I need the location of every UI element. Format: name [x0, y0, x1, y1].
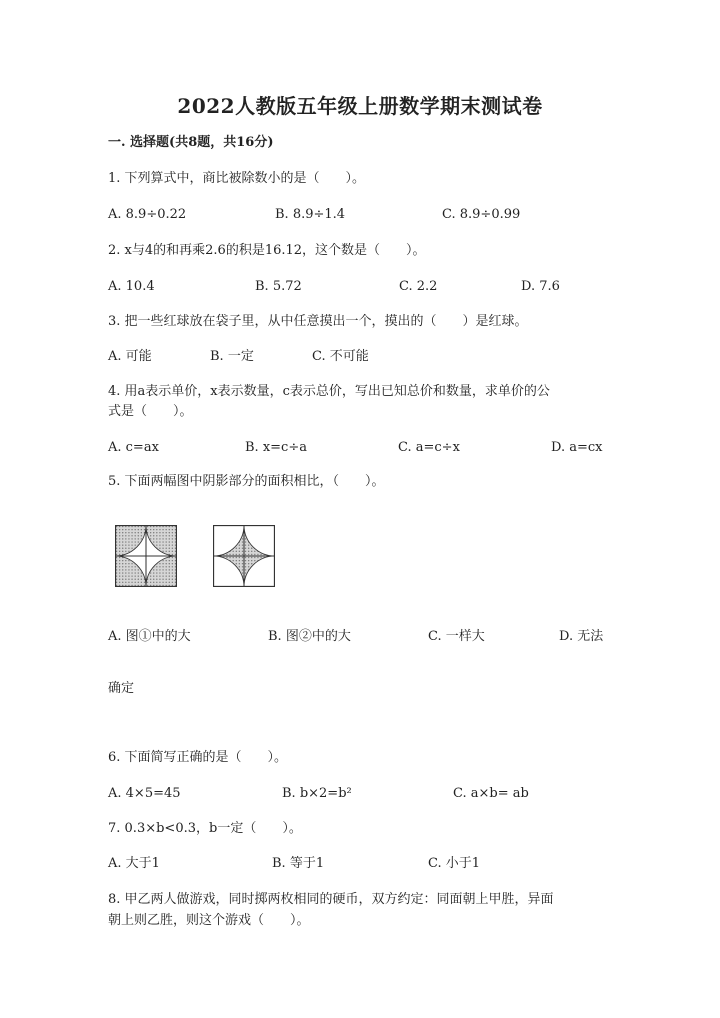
question-3-stem: 3. 把一些红球放在袋子里，从中任意摸出一个，摸出的（ ）是红球。: [108, 314, 528, 329]
question-2-option-c: C. 2.2: [399, 279, 438, 294]
question-1-stem: 1. 下列算式中，商比被除数小的是（ ）。: [108, 171, 366, 186]
question-2-option-b: B. 5.72: [255, 279, 302, 294]
question-2-stem: 2. x与4的和再乘2.6的积是16.12，这个数是（ ）。: [108, 243, 426, 258]
question-5-stem: 5. 下面两幅图中阴影部分的面积相比，（ ）。: [108, 474, 385, 489]
question-5-option-b: B. 图②中的大: [268, 629, 351, 644]
question-3-option-b: B. 一定: [210, 349, 254, 364]
question-7-stem: 7. 0.3×b<0.3，b一定（ ）。: [108, 821, 302, 836]
question-1-option-c: C. 8.9÷0.99: [442, 207, 521, 222]
question-7-option-b: B. 等于1: [272, 856, 325, 871]
question-6-stem: 6. 下面简写正确的是（ ）。: [108, 750, 288, 765]
question-4-option-a: A. c=ax: [108, 440, 159, 455]
question-5-option-d: D. 无法: [559, 629, 604, 644]
question-4-stem-line1: 4. 用a表示单价，x表示数量，c表示总价，写出已知总价和数量，求单价的公: [108, 384, 550, 399]
question-2-option-a: A. 10.4: [108, 279, 155, 294]
question-7-option-a: A. 大于1: [108, 856, 160, 871]
question-3-option-c: C. 不可能: [312, 349, 369, 364]
section-heading: 一. 选择题(共8题，共16分): [108, 135, 274, 150]
figure-2-star: [213, 525, 275, 587]
question-8-stem-line2: 朝上则乙胜，则这个游戏（ ）。: [108, 913, 310, 928]
question-4-option-d: D. a=cx: [551, 440, 603, 455]
question-6-option-c: C. a×b= ab: [453, 786, 529, 801]
question-6-option-b: B. b×2=b²: [282, 786, 352, 801]
question-7-option-c: C. 小于1: [428, 856, 481, 871]
question-4-option-c: C. a=c÷x: [398, 440, 460, 455]
question-5-option-d-continuation: 确定: [108, 681, 135, 696]
question-8-stem-line1: 8. 甲乙两人做游戏，同时掷两枚相同的硬币，双方约定：同面朝上甲胜，异面: [108, 892, 554, 907]
page-title: 2022人教版五年级上册数学期末测试卷: [177, 94, 543, 118]
question-5-option-c: C. 一样大: [428, 629, 485, 644]
question-1-option-b: B. 8.9÷1.4: [275, 207, 346, 222]
question-2-option-d: D. 7.6: [521, 279, 560, 294]
question-1-option-a: A. 8.9÷0.22: [108, 207, 187, 222]
question-5-option-a: A. 图①中的大: [108, 629, 191, 644]
figure-1-pinwheel: [115, 525, 177, 587]
question-3-option-a: A. 可能: [108, 349, 152, 364]
question-4-option-b: B. x=c÷a: [245, 440, 307, 455]
question-6-option-a: A. 4×5=45: [108, 786, 181, 801]
question-4-stem-line2: 式是（ ）。: [108, 404, 193, 419]
